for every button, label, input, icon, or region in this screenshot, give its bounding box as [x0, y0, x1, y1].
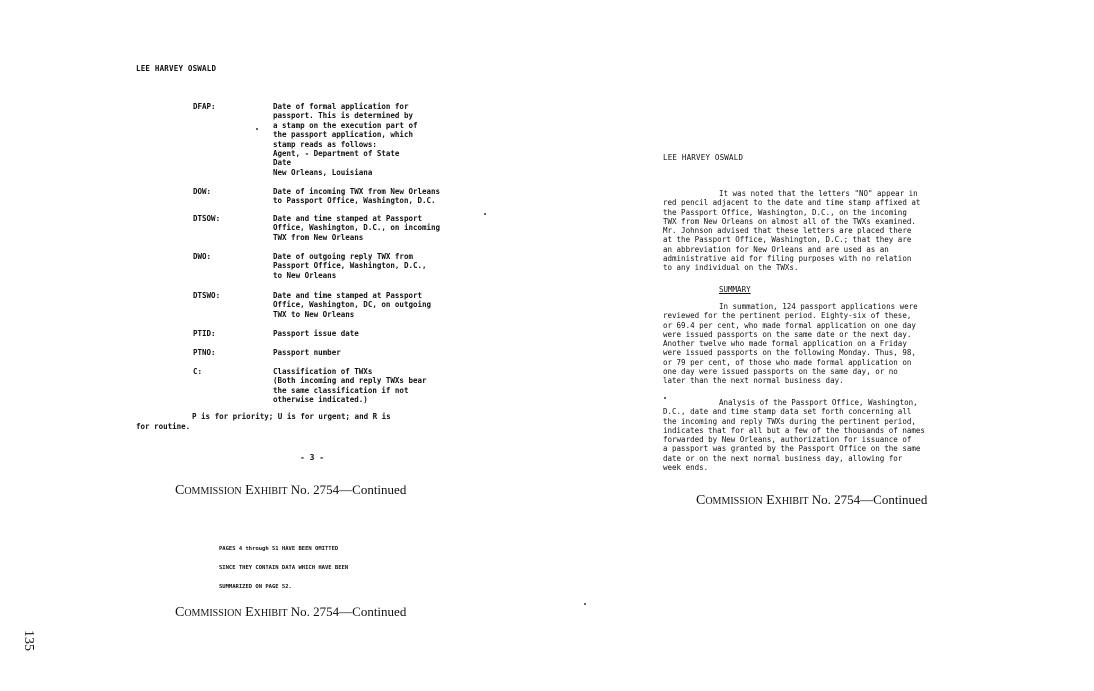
definition-line: New Orleans, Louisiana — [273, 167, 373, 177]
definition-line: Office, Washington, D.C., on incoming — [273, 223, 441, 233]
paragraph-line: a passport was granted by the Passport Office on the same — [663, 444, 921, 454]
definition-line: the passport application, which — [273, 130, 413, 140]
definition-text — [273, 187, 503, 206]
paragraph-line: indicates that for all but a few of the thousands of names — [663, 425, 925, 435]
note-line: for routine. — [136, 421, 191, 431]
paragraph-line: one day were issued passports on the same day, or no — [663, 367, 898, 377]
paragraph-line: In summation, 124 passport applications were — [719, 302, 918, 311]
priority-note — [136, 412, 391, 431]
definition-code: PTNO: — [193, 348, 216, 357]
paragraph-line: Mr. Johnson advised that these letters are placed there — [663, 226, 912, 236]
omit-line: PAGES 4 through 51 HAVE BEEN OMITTED — [219, 546, 339, 552]
paragraph-line: It was noted that the letters "NO" appear in — [719, 189, 918, 198]
paragraph-line: TWX from New Orleans on almost all of the TWXs examined. — [663, 216, 916, 226]
definition-line: Agent, - Department of State — [273, 149, 400, 159]
right-page-header: LEE HARVEY OSWALD — [663, 153, 744, 162]
caption-prefix: Commission Exhibit — [175, 483, 288, 498]
definition-code: DFAP: — [193, 102, 216, 111]
paragraph-line: reviewed for the pertinent period. Eighty-six of these, — [663, 311, 912, 321]
definition-line: Passport number — [273, 348, 341, 357]
definition-line: Date and time stamped at Passport — [273, 214, 423, 223]
definition-code: DOW: — [193, 187, 212, 196]
caption-number: No. 2754—Continued — [290, 482, 407, 497]
caption-number: No. 2754—Continued — [811, 492, 928, 507]
definition-line: TWX from New Orleans — [273, 232, 364, 242]
speck — [484, 213, 486, 215]
paragraph-line: red pencil adjacent to the date and time stamp affixed at — [663, 198, 921, 208]
paragraph-line: week ends. — [663, 463, 709, 473]
caption-prefix: Commission Exhibit — [175, 605, 288, 620]
paragraph-line: administrative aid for filing purposes with no relation — [663, 254, 912, 264]
left-page-number: - 3 - — [300, 453, 325, 462]
caption-left-1 — [175, 482, 406, 499]
definition-code: DTSOW: — [193, 214, 221, 223]
speck — [256, 128, 258, 130]
note-line: P is for priority; U is for urgent; and R is — [192, 412, 391, 421]
definition-code: DTSWO: — [193, 291, 221, 300]
definition-line: Classification of TWXs — [273, 367, 373, 376]
paragraph-line: Analysis of the Passport Office, Washington, — [719, 398, 918, 407]
caption-left-2 — [175, 604, 406, 621]
paragraph-line: the incoming and reply TWXs during the pertinent period, — [663, 416, 916, 426]
paragraph-line: or 69.4 per cent, who made formal application on one day — [663, 320, 916, 330]
omitted-pages-notice — [219, 540, 348, 597]
volume-page-number: 135 — [21, 630, 36, 651]
definition-code: DWO: — [193, 252, 212, 261]
definition-code: PTID: — [193, 329, 216, 338]
definition-line: passport. This is determined by — [273, 111, 413, 121]
definition-text — [273, 102, 503, 177]
definition-line: a stamp on the execution part of — [273, 120, 418, 130]
definition-line: (Both incoming and reply TWXs bear — [273, 376, 427, 386]
definition-line: stamp reads as follows: — [273, 139, 377, 149]
definition-text — [273, 214, 503, 242]
caption-prefix: Commission Exhibit — [696, 493, 809, 508]
paragraph-line: D.C., date and time stamp data set forth concerning all — [663, 407, 912, 417]
paragraph-line: Another twelve who made formal application on a Friday — [663, 339, 907, 349]
definition-line: to Passport Office, Washington, D.C. — [273, 196, 436, 206]
caption-right — [696, 492, 927, 509]
definition-text — [273, 252, 503, 280]
definition-line: Date and time stamped at Passport — [273, 291, 423, 300]
definition-line: Office, Washington, DC, on outgoing — [273, 300, 432, 310]
definition-line: to New Orleans — [273, 270, 337, 280]
definition-line: Date of formal application for — [273, 102, 409, 111]
definition-line: the same classification if not — [273, 385, 409, 395]
definition-text — [273, 348, 503, 357]
paragraph-line: later than the next normal business day. — [663, 376, 844, 386]
definition-line: Date — [273, 158, 292, 168]
definition-line: Passport issue date — [273, 329, 359, 338]
paragraph-line: an abbreviation for New Orleans and are used as an — [663, 244, 889, 254]
omit-line: SINCE THEY CONTAIN DATA WHICH HAVE BEEN — [219, 565, 349, 571]
paragraph-summation — [663, 302, 993, 386]
definition-line: Date of incoming TWX from New Orleans — [273, 187, 441, 196]
paragraph-line: to any individual on the TWXs. — [663, 263, 799, 273]
caption-number: No. 2754—Continued — [290, 604, 407, 619]
definition-text — [273, 291, 503, 319]
definition-line: TWX to New Orleans — [273, 309, 355, 319]
speck — [584, 603, 586, 605]
paragraph-line: forwarded by New Orleans, authorization for issuance of — [663, 435, 912, 445]
definition-line: otherwise indicated.) — [273, 395, 368, 405]
omit-line: SUMMARIZED ON PAGE 52. — [219, 584, 292, 590]
paragraph-line: were issued passports on the same date or the next day. — [663, 329, 912, 339]
definition-text — [273, 329, 503, 338]
summary-heading: SUMMARY — [719, 285, 751, 294]
paragraph-line: at the Passport Office, Washington, D.C.; that they are — [663, 235, 912, 245]
paragraph-analysis — [663, 398, 993, 472]
paragraph-line: or 79 per cent, of those who made formal application on — [663, 357, 912, 367]
definition-text — [273, 367, 503, 405]
definition-line: Date of outgoing reply TWX from — [273, 252, 413, 261]
paragraph-line: the Passport Office, Washington, D.C., on the incoming — [663, 207, 907, 217]
paragraph-line: date or on the next normal business day, allowing for — [663, 453, 903, 463]
paragraph-line: were issued passports on the following Monday. Thus, 98, — [663, 348, 916, 358]
definition-line: Passport Office, Washington, D.C., — [273, 261, 427, 271]
paragraph-notes — [663, 189, 993, 273]
definition-code: C: — [193, 367, 203, 376]
left-page-header: LEE HARVEY OSWALD — [136, 64, 217, 73]
